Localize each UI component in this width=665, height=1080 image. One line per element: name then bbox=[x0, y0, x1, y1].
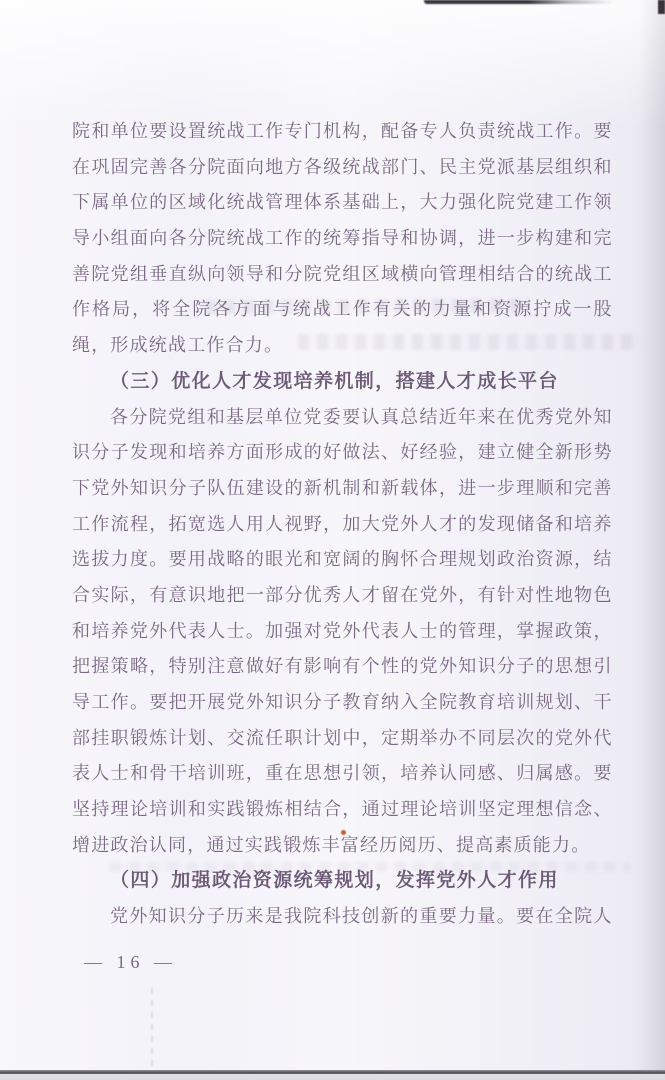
text-line: 下属单位的区域化统战管理体系基础上，大力强化院党建工作领 bbox=[72, 192, 612, 213]
text-line: 工作流程，拓宽选人用人视野，加大党外人才的发现储备和培养 bbox=[72, 513, 612, 534]
text-line: 下党外知识分子队伍建设的新机制和新载体，进一步理顺和完善 bbox=[72, 477, 612, 498]
text-line: 绳，形成统战工作合力。 bbox=[72, 335, 284, 356]
text-line: 在巩固完善各分院面向地方各级统战部门、民主党派基层组织和 bbox=[72, 156, 612, 177]
section-heading: （四）加强政治资源统筹规划，发挥党外人才作用 bbox=[110, 870, 559, 892]
text-line: 识分子发现和培养方面形成的好做法、好经验，建立健全新形势 bbox=[72, 442, 612, 463]
text-line: 选拔力度。要用战略的眼光和宽阔的胸怀合理规划政治资源，结 bbox=[72, 549, 612, 570]
text-line: 坚持理论培训和实践锻炼相结合，通过理论培训坚定理想信念、 bbox=[72, 799, 612, 820]
text-line: 党外知识分子历来是我院科技创新的重要力量。要在全院人 bbox=[110, 906, 612, 927]
scan-artifact-fold-line bbox=[151, 988, 153, 1072]
text-line: 作格局，将全院各方面与统战工作有关的力量和资源拧成一股 bbox=[72, 299, 612, 320]
scan-artifact-top-smudge bbox=[424, 0, 614, 4]
text-line: 合实际，有意识地把一部分优秀人才留在党外，有针对性地物色 bbox=[72, 584, 612, 605]
page-number: — 16 — bbox=[84, 952, 177, 972]
ink-dot-artifact bbox=[341, 830, 346, 835]
text-line: 和培养党外代表人士。加强对党外代表人士的管理，掌握政策， bbox=[72, 620, 612, 641]
text-line: 各分院党组和基层单位党委要认真总结近年来在优秀党外知 bbox=[110, 406, 612, 427]
text-line: 院和单位要设置统战工作专门机构，配备专人负责统战工作。要 bbox=[72, 121, 612, 141]
document-body-text bbox=[72, 114, 612, 935]
scan-artifact-scanner-bed bbox=[0, 1074, 665, 1080]
scan-artifact-corner-mark bbox=[658, 0, 665, 14]
text-line: 表人士和骨干培训班，重在思想引领，培养认同感、归属感。要 bbox=[72, 763, 612, 784]
text-line: 导工作。要把开展党外知识分子教育纳入全院教育培训规划、干 bbox=[72, 692, 612, 712]
text-line: 把握策略，特别注意做好有影响有个性的党外知识分子的思想引 bbox=[72, 656, 612, 677]
scan-artifact-edge-shade bbox=[639, 0, 665, 1080]
text-line: 导小组面向各分院统战工作的统筹指导和协调，进一步构建和完 bbox=[72, 228, 612, 249]
text-line: 部挂职锻炼计划、交流任职计划中，定期举办不同层次的党外代 bbox=[72, 727, 612, 748]
text-line: 善院党组垂直纵向领导和分院党组区域横向管理相结合的统战工 bbox=[72, 263, 612, 284]
section-heading: （三）优化人才发现培养机制，搭建人才成长平台 bbox=[110, 370, 559, 392]
text-line: 增进政治认同，通过实践锻炼丰富经历阅历、提高素质能力。 bbox=[72, 834, 591, 855]
